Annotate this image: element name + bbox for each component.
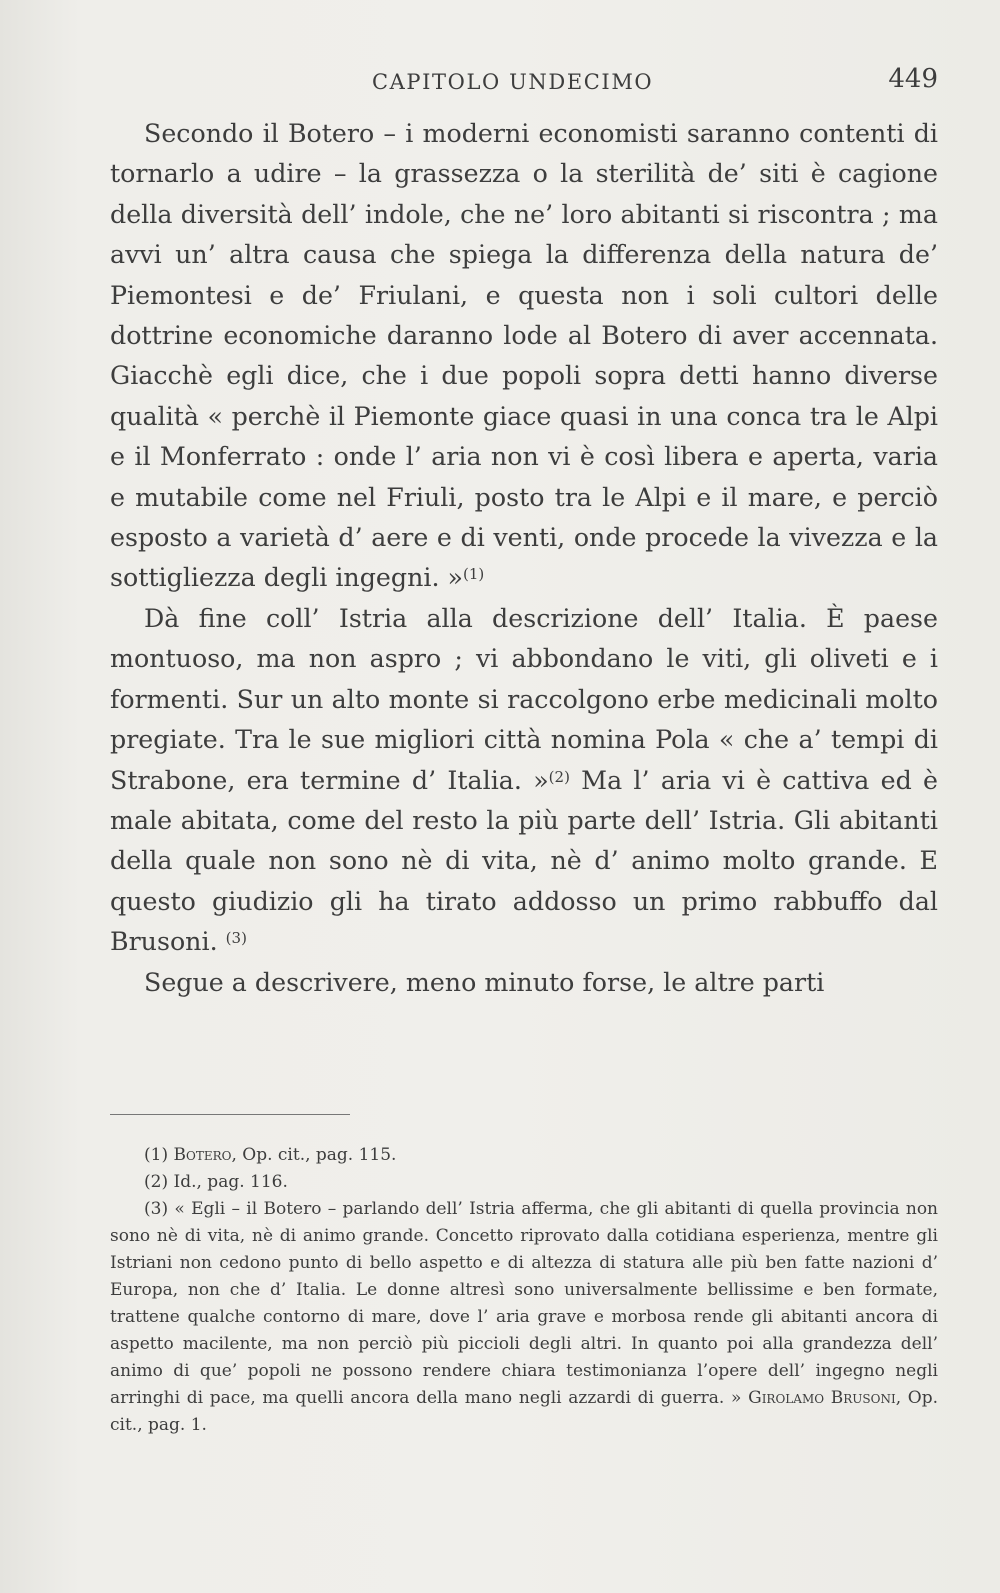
- paragraph-2: [110, 599, 938, 963]
- page-number: 449: [888, 64, 938, 94]
- footnote-1-author: Botero: [173, 1145, 232, 1165]
- paragraph-1: [110, 114, 938, 599]
- footnote-3-end: , Op. cit., pag. 1.: [110, 1388, 939, 1435]
- paragraph-2-text-b: Ma l’ aria vi è cattiva ed è male abitata, come del resto la più parte dell’ Istria. Gli abitanti della quale non sono nè di vita, nè d’ animo molto grande. E questo giudizio gli ha tirato addosso un primo rabbuffo dal Brusoni.: [110, 765, 938, 957]
- main-text: [110, 114, 938, 1003]
- footnote-ref-1: (1): [463, 565, 485, 584]
- footnote-1-text: , Op. cit., pag. 115.: [231, 1145, 397, 1165]
- footnote-2-mark: (2): [144, 1172, 169, 1192]
- paragraph-1-text: Secondo il Botero – i moderni economisti saranno contenti di tornarlo a udire – la grassezza o la sterilità de’ siti è cagione della diversità dell’ indole, che ne’ loro abitanti si riscontra ; ma avvi un’ altra causa che spiega la differenza della natura de’ Piemontesi e de’ Friulani, e questa non i soli cultori delle dottrine economiche daranno lode al Botero di aver accennata. Giacchè egli dice, che i due popoli sopra detti hanno diverse qualità « perchè il Piemonte giace quasi in una conca tra le Alpi e il Monferrato : onde l’ aria non vi è così libera e aperta, varia e mutabile come nel Friuli, posto tra le Alpi e il mare, e perciò esposto a varietà d’ aere e di venti, onde procede la vivezza e la sottigliezza degli ingegni. »: [110, 119, 938, 593]
- paragraph-3: [110, 963, 938, 1003]
- running-head: CAPITOLO UNDECIMO: [372, 70, 654, 94]
- footnotes: [110, 1142, 938, 1439]
- footnote-3: [110, 1196, 938, 1439]
- paragraph-2-text-a: Dà fine coll’ Istria alla descrizione dell’ Italia. È paese montuoso, ma non aspro ; vi abbondano le viti, gli oliveti e i formenti. Sur un alto monte si raccolgono erbe medicinali molto pregiate. Tra le sue migliori città nomina Pola « che a’ tempi di Strabone, era termine d’ Italia. »: [110, 603, 938, 795]
- page-header: [110, 64, 938, 104]
- footnote-2-text: Id., pag. 116.: [173, 1172, 288, 1192]
- footnote-3-text: « Egli – il Botero – parlando dell’ Istria afferma, che gli abitanti di quella provincia non sono nè di vita, nè di animo grande. Concetto riprovato dalla cotidiana esperienza, mentre gli Istriani non cedono punto di bello aspetto e di altezza di statura alle più ben fatte nazioni d’ Europa, non che d’ Italia. Le donne altresì sono universalmente bellissime e ben formate, trattene qualche contorno di mare, dove l’ aria grave e morbosa rende gli abitanti ancora di aspetto macilente, ma non perciò più piccioli degli altri. In quanto poi alla grandezza dell’ animo di que’ popoli ne possono rendere chiara testimonianza l’opere dell’ ingegno negli arringhi di pace, ma quelli ancora della mano negli azzardi di guerra. »: [110, 1199, 938, 1408]
- footnote-3-author: Girolamo Brusoni: [748, 1388, 896, 1408]
- footnote-1: [110, 1142, 938, 1169]
- footnote-separator: [110, 1114, 350, 1115]
- paragraph-3-text: Segue a descrivere, meno minuto forse, le altre parti: [144, 967, 825, 997]
- footnote-1-mark: (1): [144, 1145, 169, 1165]
- footnote-3-mark: (3): [144, 1199, 169, 1219]
- footnote-2: [110, 1169, 938, 1196]
- footnote-ref-3: (3): [225, 929, 247, 948]
- footnote-ref-2: (2): [548, 767, 570, 786]
